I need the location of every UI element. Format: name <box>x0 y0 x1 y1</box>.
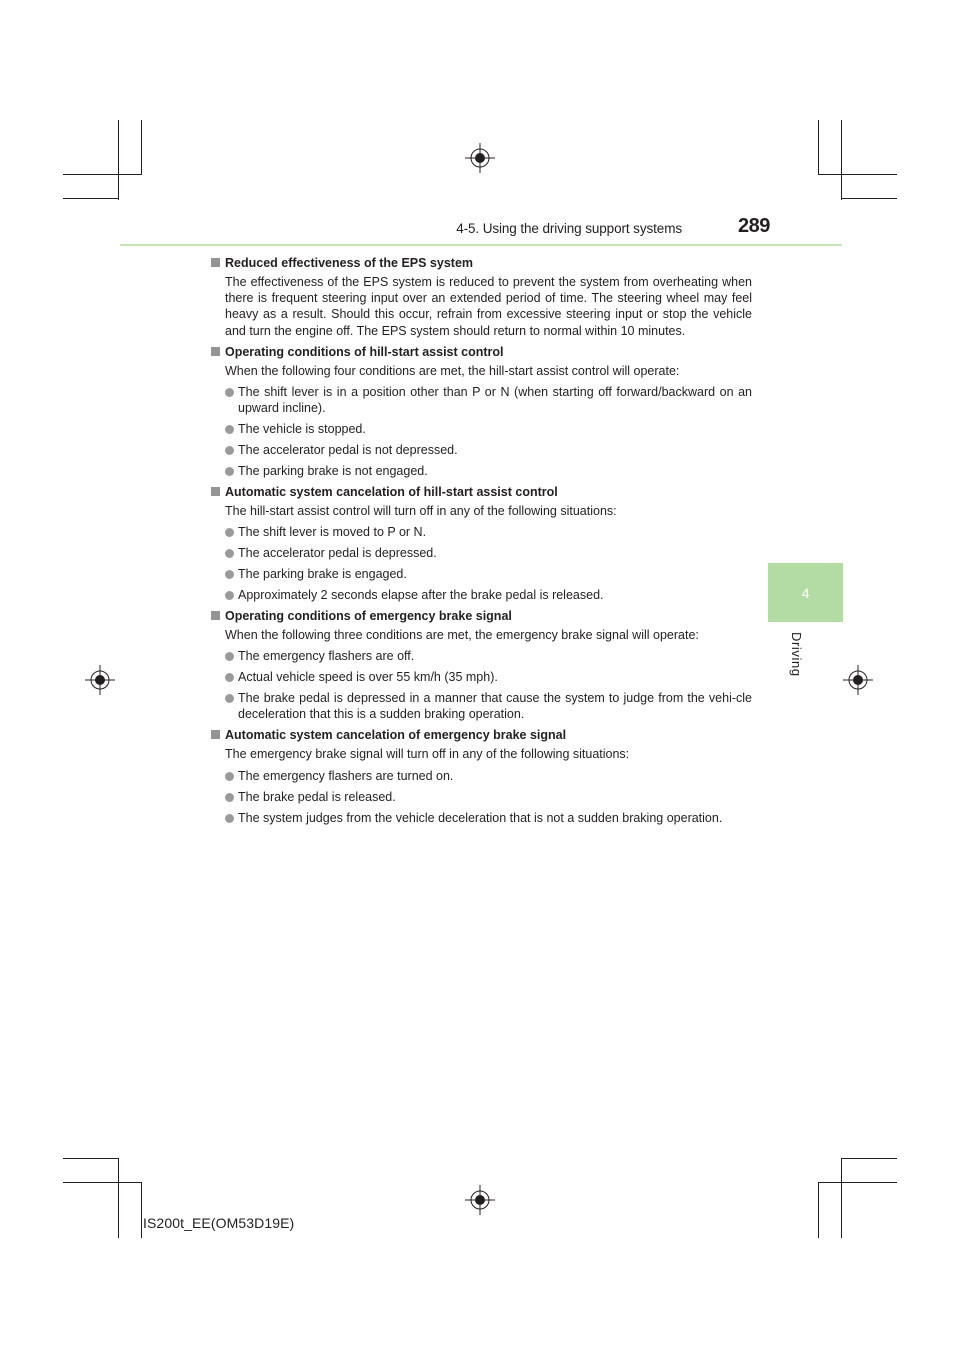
crop-mark <box>841 198 897 199</box>
registration-mark-icon <box>85 665 115 695</box>
list-item <box>211 566 752 582</box>
registration-mark-icon <box>465 1185 495 1215</box>
square-bullet-icon <box>211 730 220 739</box>
square-bullet-icon <box>211 487 220 496</box>
list-item-text: The system judges from the vehicle deceleration that is not a sudden braking operation. <box>238 810 723 825</box>
list-item-text: The parking brake is engaged. <box>238 567 407 582</box>
section-header-title: 4-5. Using the driving support systems <box>456 221 682 236</box>
list-item <box>211 810 752 826</box>
list-item-text: The emergency flashers are off. <box>238 649 415 664</box>
list-item <box>211 421 752 437</box>
header-rule <box>120 244 842 246</box>
list-item <box>211 463 752 479</box>
circle-bullet-icon <box>225 652 234 661</box>
section-text: When the following three conditions are met, the emergency brake signal will operate: <box>225 628 699 643</box>
list-item <box>211 768 752 784</box>
section-text: The effectiveness of the EPS system is reduced to prevent the system from overheating when there is frequent steering input over an extended period of time. The steering wheel may feel heavy as a result. Should this occur, refrain from excessive steering input or stop the vehicle and turn the engine off. The EPS system should return to normal within 10 minutes. <box>225 275 752 338</box>
crop-mark <box>118 1158 119 1238</box>
chapter-number: 4 <box>801 584 810 601</box>
circle-bullet-icon <box>225 446 234 455</box>
square-bullet-icon <box>211 258 220 267</box>
section-heading-text: Reduced effectiveness of the EPS system <box>225 256 474 270</box>
crop-mark <box>141 120 142 175</box>
list-item-text: Approximately 2 seconds elapse after the brake pedal is released. <box>238 588 604 603</box>
circle-bullet-icon <box>225 814 234 823</box>
list-item <box>211 384 752 416</box>
list-item-text: The brake pedal is depressed in a manner that cause the system to judge from the vehi-cle deceleration that this is a sudden braking operation. <box>238 691 752 722</box>
circle-bullet-icon <box>225 673 234 682</box>
section-heading <box>211 608 752 624</box>
crop-mark <box>818 1182 897 1183</box>
page-number: 289 <box>738 215 770 237</box>
list-item <box>211 690 752 722</box>
crop-mark <box>63 174 142 175</box>
list-item-text: Actual vehicle speed is over 55 km/h (35 mph). <box>238 670 498 685</box>
section-text: When the following four conditions are met, the hill-start assist control will operate: <box>225 363 680 378</box>
list-item <box>211 442 752 458</box>
crop-mark <box>63 1182 142 1183</box>
section-text: The emergency brake signal will turn off in any of the following situations: <box>225 747 630 762</box>
list-item-text: The parking brake is not engaged. <box>238 464 428 479</box>
list-item-text: The shift lever is in a position other than P or N (when starting off forward/backward on an upward incline). <box>238 385 752 416</box>
list-item-text: The brake pedal is released. <box>238 789 396 804</box>
crop-mark <box>818 120 819 175</box>
circle-bullet-icon <box>225 694 234 703</box>
crop-mark <box>841 120 842 200</box>
crop-mark <box>63 198 119 199</box>
section-heading-text: Operating conditions of emergency brake signal <box>225 609 512 624</box>
section-text: The hill-start assist control will turn off in any of the following situations: <box>225 504 617 519</box>
section-heading <box>211 344 752 360</box>
circle-bullet-icon <box>225 528 234 537</box>
crop-mark <box>841 1158 897 1159</box>
list-item-text: The vehicle is stopped. <box>238 422 366 437</box>
chapter-label: Driving <box>789 632 804 677</box>
circle-bullet-icon <box>225 772 234 781</box>
list-item <box>211 587 752 603</box>
crop-mark <box>818 1182 819 1238</box>
list-item-text: The shift lever is moved to P or N. <box>238 525 427 540</box>
section <box>211 608 752 722</box>
page-content <box>211 255 752 826</box>
section <box>211 344 752 479</box>
crop-mark <box>118 120 119 200</box>
section <box>211 727 752 825</box>
circle-bullet-icon <box>225 793 234 802</box>
list-item-text: The accelerator pedal is depressed. <box>238 546 437 561</box>
list-item <box>211 669 752 685</box>
section <box>211 255 752 339</box>
square-bullet-icon <box>211 347 220 356</box>
list-item <box>211 648 752 664</box>
chapter-tab <box>768 563 843 622</box>
list-item-text: The emergency flashers are turned on. <box>238 768 454 783</box>
crop-mark <box>63 1158 119 1159</box>
section-heading-text: Operating conditions of hill-start assist control <box>225 344 504 359</box>
circle-bullet-icon <box>225 591 234 600</box>
manual-code: IS200t_EE(OM53D19E) <box>143 1215 295 1231</box>
circle-bullet-icon <box>225 549 234 558</box>
list-item-text: The accelerator pedal is not depressed. <box>238 443 458 458</box>
section <box>211 484 752 603</box>
square-bullet-icon <box>211 611 220 620</box>
list-item <box>211 545 752 561</box>
section-heading-text: Automatic system cancelation of emergency brake signal <box>225 728 567 743</box>
circle-bullet-icon <box>225 570 234 579</box>
crop-mark <box>841 1158 842 1238</box>
registration-mark-icon <box>843 665 873 695</box>
section-heading <box>211 255 752 271</box>
circle-bullet-icon <box>225 467 234 476</box>
crop-mark <box>141 1182 142 1238</box>
circle-bullet-icon <box>225 425 234 434</box>
circle-bullet-icon <box>225 388 234 397</box>
section-heading <box>211 727 752 743</box>
section-heading-text: Automatic system cancelation of hill-start assist control <box>225 485 558 500</box>
list-item <box>211 524 752 540</box>
section-heading <box>211 484 752 500</box>
registration-mark-icon <box>465 143 495 173</box>
list-item <box>211 789 752 805</box>
crop-mark <box>818 174 897 175</box>
